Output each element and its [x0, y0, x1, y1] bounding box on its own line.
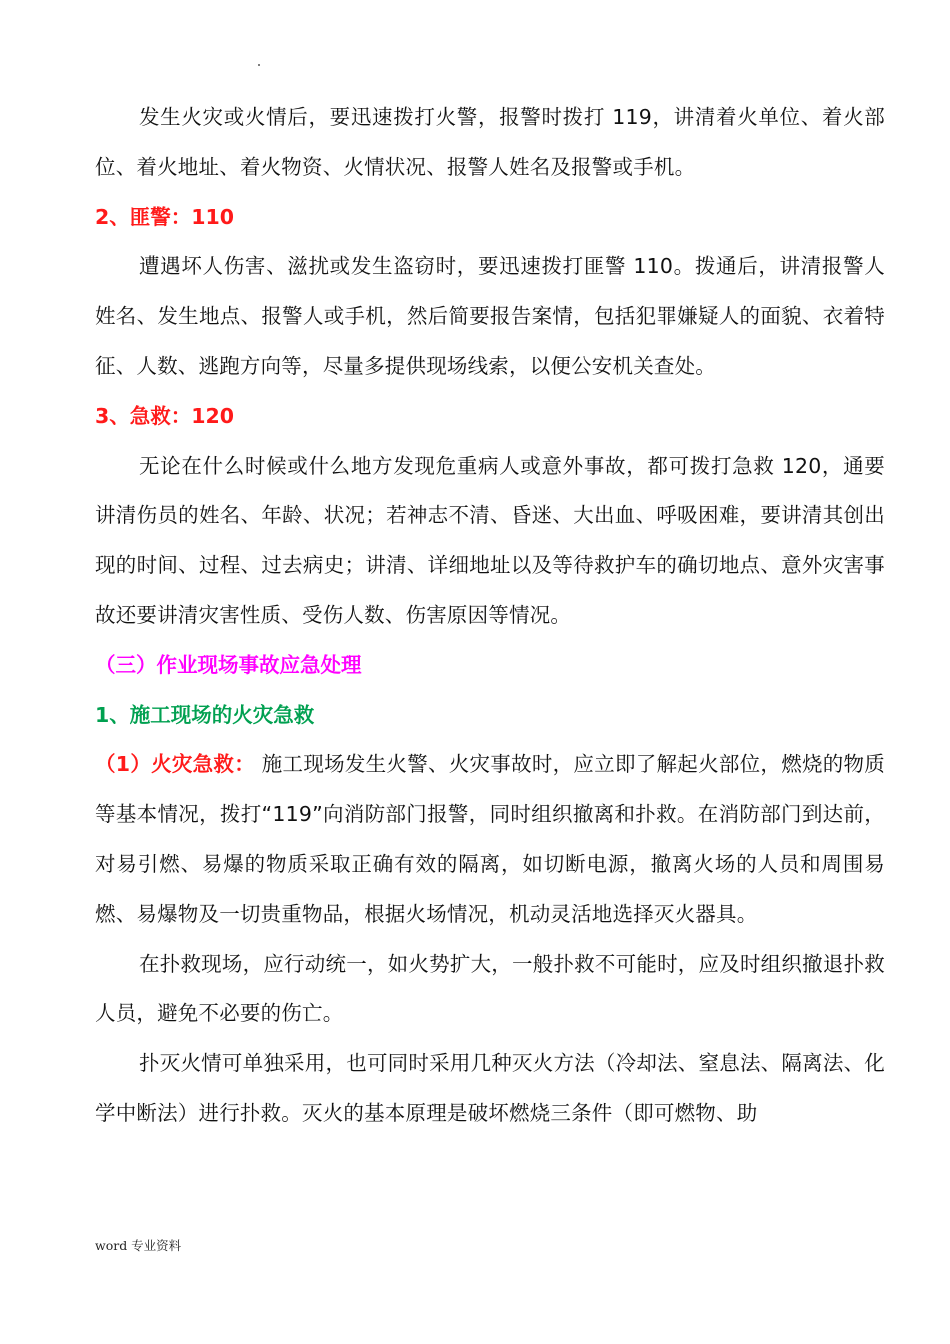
- page-footer: word 专业资料: [95, 1238, 182, 1253]
- decorative-dot: [258, 64, 260, 66]
- paragraph-fire-rescue: [95, 740, 885, 939]
- heading-police: 2、匪警：110: [95, 204, 235, 229]
- paragraph-fire-alarm: 发生火灾或火情后，要迅速拨打火警，报警时拨打 119，讲清着火单位、着火部位、着火地址、着火物资、火情状况、报警人姓名及报警或手机。: [95, 105, 885, 179]
- content-block: [95, 93, 885, 1139]
- fire-rescue-text: 施工现场发生火警、火灾事故时，应立即了解起火部位，燃烧的物质等基本情况，拨打“119”向消防部门报警，同时组织撤离和扑救。在消防部门到达前，对易引燃、易爆的物质采取正确有效的隔离，如切断电源，撤离火场的人员和周围易燃、易爆物及一切贵重物品，根据火场情况，机动灵活地选择灭火器具。: [95, 752, 885, 926]
- paragraph-emergency: 无论在什么时候或什么地方发现危重病人或意外事故，都可拨打急救 120，通要讲清伤员的姓名、年龄、状况；若神志不清、昏迷、大出血、呼吸困难，要讲清其创出现的时间、过程、过去病史；讲清、详细地址以及等待救护车的确切地点、意外灾害事故还要讲清灾害性质、受伤人数、伤害原因等情况。: [95, 453, 885, 627]
- heading-section-3: （三）作业现场事故应急处理: [95, 652, 362, 677]
- heading-emergency: 3、急救：120: [95, 403, 235, 428]
- heading-site-fire: 1、施工现场的火灾急救: [95, 702, 315, 727]
- paragraph-police: 遭遇坏人伤害、滋扰或发生盗窃时，要迅速拨打匪警 110。拨通后，讲清报警人姓名、发生地点、报警人或手机，然后简要报告案情，包括犯罪嫌疑人的面貌、衣着特征、人数、逃跑方向等，尽量多提供现场线索，以便公安机关查处。: [95, 254, 885, 378]
- paragraph-methods: 扑灭火情可单独采用，也可同时采用几种灭火方法（冷却法、窒息法、隔离法、化学中断法）进行扑救。灭火的基本原理是破坏燃烧三条件（即可燃物、助: [95, 1051, 885, 1125]
- paragraph-rescue-scene: 在扑救现场，应行动统一，如火势扩大，一般扑救不可能时，应及时组织撤退扑救人员，避免不必要的伤亡。: [95, 951, 885, 1026]
- fire-rescue-label: （1）火灾急救：: [95, 752, 255, 777]
